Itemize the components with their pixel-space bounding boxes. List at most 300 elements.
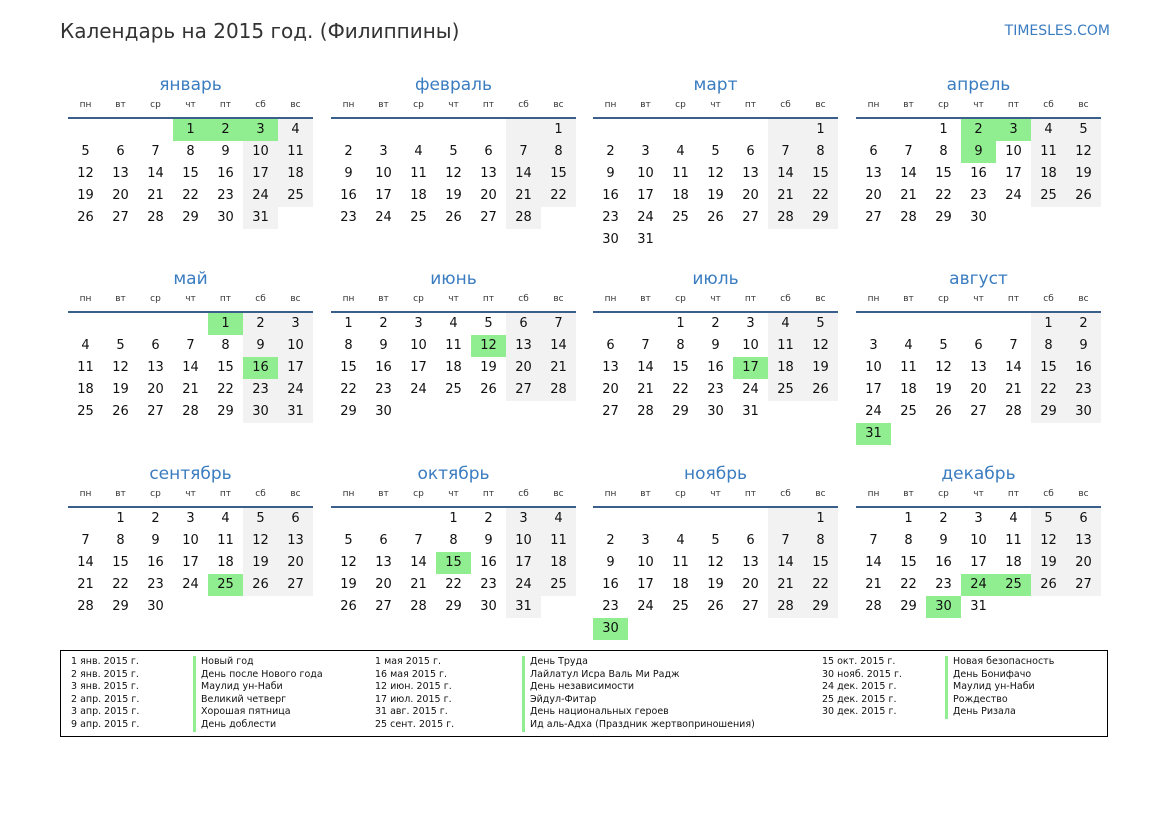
day-cell[interactable]: 1 [939,122,948,137]
day-cell[interactable]: 26 [707,210,724,225]
day-cell[interactable]: 13 [506,335,541,357]
day-cell[interactable]: 26 [480,382,497,397]
day-cell[interactable]: 14 [1005,360,1022,375]
day-cell[interactable]: 11 [1005,533,1022,548]
day-cell[interactable]: 14 [147,166,164,181]
day-cell[interactable]: 1 [803,119,838,141]
day-cell[interactable]: 27 [278,574,313,596]
day-cell[interactable]: 6 [974,338,983,353]
day-cell[interactable]: 3 [974,511,983,526]
day-cell[interactable]: 3 [641,533,650,548]
day-cell[interactable]: 27 [147,404,164,419]
day-cell[interactable]: 20 [112,188,129,203]
day-cell[interactable]: 19 [1031,552,1066,574]
day-cell[interactable]: 21 [1005,382,1022,397]
day-cell[interactable]: 15 [672,360,689,375]
day-cell[interactable]: 17 [865,382,882,397]
day-cell[interactable]: 1 [344,316,353,331]
day-cell[interactable]: 28 [768,596,803,618]
day-cell[interactable]: 13 [1066,530,1101,552]
day-cell[interactable]: 17 [970,555,987,570]
day-cell[interactable]: 9 [484,533,493,548]
day-cell[interactable]: 25 [445,382,462,397]
day-cell[interactable]: 5 [116,338,125,353]
day-cell[interactable]: 1 [1031,313,1066,335]
day-cell[interactable]: 18 [1031,163,1066,185]
day-cell[interactable]: 4 [81,338,90,353]
day-cell[interactable]: 10 [182,533,199,548]
day-cell[interactable]: 23 [935,577,952,592]
day-cell[interactable]: 20 [480,188,497,203]
day-cell[interactable]: 26 [1066,185,1101,207]
day-cell[interactable]: 8 [803,141,838,163]
day-cell[interactable]: 11 [77,360,94,375]
day-cell[interactable]: 11 [672,166,689,181]
day-cell[interactable]: 7 [641,338,650,353]
day-cell[interactable]: 30 [707,404,724,419]
day-cell[interactable]: 1 [449,511,458,526]
day-cell[interactable]: 23 [217,188,234,203]
day-cell[interactable]: 29 [900,599,917,614]
day-cell[interactable]: 13 [865,166,882,181]
day-cell[interactable]: 24 [243,185,278,207]
day-cell[interactable]: 9 [379,338,388,353]
day-cell[interactable]: 4 [541,508,576,530]
day-cell[interactable]: 15 [1031,357,1066,379]
day-cell[interactable]: 31 [742,404,759,419]
day-cell[interactable]: 17 [637,188,654,203]
day-cell[interactable]: 23 [602,599,619,614]
day-cell[interactable]: 19 [340,577,357,592]
day-cell[interactable]: 19 [445,188,462,203]
day-cell[interactable]: 3 [379,144,388,159]
day-cell[interactable]: 17 [375,188,392,203]
day-cell[interactable]: 12 [243,530,278,552]
day-cell[interactable]: 14 [182,360,199,375]
day-cell[interactable]: 27 [970,404,987,419]
day-cell[interactable]: 29 [803,596,838,618]
day-cell[interactable]: 10 [637,166,654,181]
day-cell[interactable]: 17 [637,577,654,592]
day-cell[interactable]: 5 [81,144,90,159]
day-cell[interactable]: 15 [182,166,199,181]
day-cell[interactable]: 22 [935,188,952,203]
day-cell[interactable]: 17 [506,552,541,574]
day-cell[interactable]: 25 [208,574,243,596]
day-cell[interactable]: 23 [970,188,987,203]
day-cell[interactable]: 20 [506,357,541,379]
day-cell[interactable]: 22 [217,382,234,397]
day-cell[interactable]: 25 [996,574,1031,596]
day-cell[interactable]: 26 [340,599,357,614]
day-cell[interactable]: 30 [602,232,619,247]
day-cell[interactable]: 23 [1066,379,1101,401]
day-cell[interactable]: 1 [208,313,243,335]
day-cell[interactable]: 6 [869,144,878,159]
day-cell[interactable]: 17 [243,163,278,185]
day-cell[interactable]: 30 [480,599,497,614]
day-cell[interactable]: 7 [506,141,541,163]
day-cell[interactable]: 6 [746,144,755,159]
day-cell[interactable]: 10 [410,338,427,353]
day-cell[interactable]: 3 [414,316,423,331]
day-cell[interactable]: 10 [970,533,987,548]
day-cell[interactable]: 26 [935,404,952,419]
day-cell[interactable]: 12 [77,166,94,181]
day-cell[interactable]: 31 [506,596,541,618]
day-cell[interactable]: 13 [480,166,497,181]
day-cell[interactable]: 5 [711,144,720,159]
day-cell[interactable]: 16 [243,357,278,379]
day-cell[interactable]: 21 [768,185,803,207]
day-cell[interactable]: 26 [112,404,129,419]
day-cell[interactable]: 27 [742,210,759,225]
day-cell[interactable]: 5 [243,508,278,530]
day-cell[interactable]: 27 [112,210,129,225]
day-cell[interactable]: 4 [278,119,313,141]
day-cell[interactable]: 6 [379,533,388,548]
day-cell[interactable]: 1 [904,511,913,526]
day-cell[interactable]: 4 [904,338,913,353]
day-cell[interactable]: 27 [1066,574,1101,596]
day-cell[interactable]: 9 [711,338,720,353]
day-cell[interactable]: 12 [707,555,724,570]
day-cell[interactable]: 25 [541,574,576,596]
day-cell[interactable]: 27 [506,379,541,401]
day-cell[interactable]: 8 [541,141,576,163]
day-cell[interactable]: 18 [541,552,576,574]
day-cell[interactable]: 9 [961,141,996,163]
day-cell[interactable]: 11 [900,360,917,375]
day-cell[interactable]: 26 [1031,574,1066,596]
day-cell[interactable]: 5 [803,313,838,335]
day-cell[interactable]: 27 [865,210,882,225]
day-cell[interactable]: 22 [541,185,576,207]
day-cell[interactable]: 15 [340,360,357,375]
day-cell[interactable]: 22 [803,574,838,596]
day-cell[interactable]: 14 [410,555,427,570]
day-cell[interactable]: 16 [935,555,952,570]
day-cell[interactable]: 10 [506,530,541,552]
day-cell[interactable]: 13 [278,530,313,552]
day-cell[interactable]: 5 [449,144,458,159]
day-cell[interactable]: 4 [676,144,685,159]
day-cell[interactable]: 13 [147,360,164,375]
day-cell[interactable]: 8 [939,144,948,159]
day-cell[interactable]: 28 [865,599,882,614]
day-cell[interactable]: 7 [81,533,90,548]
day-cell[interactable]: 20 [742,188,759,203]
day-cell[interactable]: 5 [1066,119,1101,141]
day-cell[interactable]: 14 [768,163,803,185]
day-cell[interactable]: 25 [672,599,689,614]
day-cell[interactable]: 19 [243,552,278,574]
day-cell[interactable]: 13 [112,166,129,181]
day-cell[interactable]: 1 [803,508,838,530]
day-cell[interactable]: 21 [77,577,94,592]
day-cell[interactable]: 2 [151,511,160,526]
day-cell[interactable]: 11 [1031,141,1066,163]
day-cell[interactable]: 26 [243,574,278,596]
day-cell[interactable]: 28 [506,207,541,229]
day-cell[interactable]: 25 [900,404,917,419]
day-cell[interactable]: 12 [1066,141,1101,163]
day-cell[interactable]: 27 [375,599,392,614]
day-cell[interactable]: 9 [243,335,278,357]
day-cell[interactable]: 9 [939,533,948,548]
day-cell[interactable]: 3 [243,119,278,141]
day-cell[interactable]: 29 [217,404,234,419]
day-cell[interactable]: 11 [410,166,427,181]
day-cell[interactable]: 12 [445,166,462,181]
day-cell[interactable]: 6 [1066,508,1101,530]
day-cell[interactable]: 11 [672,555,689,570]
day-cell[interactable]: 24 [410,382,427,397]
day-cell[interactable]: 19 [77,188,94,203]
day-cell[interactable]: 29 [672,404,689,419]
day-cell[interactable]: 15 [436,552,471,574]
day-cell[interactable]: 13 [970,360,987,375]
day-cell[interactable]: 19 [480,360,497,375]
day-cell[interactable]: 7 [1009,338,1018,353]
day-cell[interactable]: 5 [344,533,353,548]
day-cell[interactable]: 4 [414,144,423,159]
day-cell[interactable]: 18 [278,163,313,185]
day-cell[interactable]: 17 [410,360,427,375]
day-cell[interactable]: 2 [1066,313,1101,335]
day-cell[interactable]: 18 [900,382,917,397]
day-cell[interactable]: 30 [243,401,278,423]
day-cell[interactable]: 23 [602,210,619,225]
day-cell[interactable]: 14 [768,552,803,574]
day-cell[interactable]: 6 [506,313,541,335]
day-cell[interactable]: 24 [278,379,313,401]
day-cell[interactable]: 19 [707,188,724,203]
day-cell[interactable]: 19 [707,577,724,592]
day-cell[interactable]: 6 [746,533,755,548]
day-cell[interactable]: 21 [637,382,654,397]
day-cell[interactable]: 7 [768,530,803,552]
day-cell[interactable]: 1 [116,511,125,526]
day-cell[interactable]: 20 [147,382,164,397]
day-cell[interactable]: 9 [344,166,353,181]
day-cell[interactable]: 9 [606,555,615,570]
day-cell[interactable]: 21 [182,382,199,397]
day-cell[interactable]: 8 [449,533,458,548]
day-cell[interactable]: 12 [1031,530,1066,552]
day-cell[interactable]: 30 [147,599,164,614]
day-cell[interactable]: 18 [217,555,234,570]
day-cell[interactable]: 24 [865,404,882,419]
day-cell[interactable]: 12 [935,360,952,375]
day-cell[interactable]: 12 [707,166,724,181]
day-cell[interactable]: 14 [77,555,94,570]
day-cell[interactable]: 18 [672,577,689,592]
day-cell[interactable]: 15 [217,360,234,375]
day-cell[interactable]: 19 [935,382,952,397]
day-cell[interactable]: 20 [602,382,619,397]
day-cell[interactable]: 16 [217,166,234,181]
day-cell[interactable]: 16 [970,166,987,181]
day-cell[interactable]: 3 [506,508,541,530]
day-cell[interactable]: 15 [803,163,838,185]
day-cell[interactable]: 21 [768,574,803,596]
day-cell[interactable]: 16 [480,555,497,570]
day-cell[interactable]: 4 [1031,119,1066,141]
day-cell[interactable]: 3 [278,313,313,335]
day-cell[interactable]: 4 [449,316,458,331]
day-cell[interactable]: 8 [344,338,353,353]
day-cell[interactable]: 20 [278,552,313,574]
day-cell[interactable]: 27 [480,210,497,225]
day-cell[interactable]: 30 [217,210,234,225]
day-cell[interactable]: 9 [221,144,230,159]
day-cell[interactable]: 14 [506,163,541,185]
day-cell[interactable]: 15 [112,555,129,570]
day-cell[interactable]: 21 [541,357,576,379]
day-cell[interactable]: 7 [768,141,803,163]
day-cell[interactable]: 2 [606,144,615,159]
day-cell[interactable]: 7 [151,144,160,159]
day-cell[interactable]: 13 [742,555,759,570]
day-cell[interactable]: 22 [1031,379,1066,401]
day-cell[interactable]: 14 [541,335,576,357]
day-cell[interactable]: 5 [484,316,493,331]
day-cell[interactable]: 29 [445,599,462,614]
day-cell[interactable]: 31 [856,423,891,445]
day-cell[interactable]: 30 [593,618,628,640]
day-cell[interactable]: 5 [1031,508,1066,530]
day-cell[interactable]: 3 [869,338,878,353]
day-cell[interactable]: 18 [672,188,689,203]
day-cell[interactable]: 3 [996,119,1031,141]
day-cell[interactable]: 22 [900,577,917,592]
day-cell[interactable]: 13 [742,166,759,181]
day-cell[interactable]: 12 [803,335,838,357]
day-cell[interactable]: 2 [939,511,948,526]
day-cell[interactable]: 1 [676,316,685,331]
day-cell[interactable]: 14 [865,555,882,570]
day-cell[interactable]: 6 [116,144,125,159]
day-cell[interactable]: 23 [243,379,278,401]
day-cell[interactable]: 19 [112,382,129,397]
day-cell[interactable]: 6 [278,508,313,530]
day-cell[interactable]: 15 [541,163,576,185]
day-cell[interactable]: 31 [278,401,313,423]
day-cell[interactable]: 8 [676,338,685,353]
day-cell[interactable]: 28 [900,210,917,225]
day-cell[interactable]: 8 [1031,335,1066,357]
day-cell[interactable]: 22 [445,577,462,592]
day-cell[interactable]: 18 [445,360,462,375]
day-cell[interactable]: 21 [506,185,541,207]
day-cell[interactable]: 11 [541,530,576,552]
day-cell[interactable]: 7 [904,144,913,159]
day-cell[interactable]: 31 [637,232,654,247]
day-cell[interactable]: 6 [151,338,160,353]
day-cell[interactable]: 30 [375,404,392,419]
day-cell[interactable]: 2 [961,119,996,141]
day-cell[interactable]: 17 [182,555,199,570]
day-cell[interactable]: 17 [733,357,768,379]
day-cell[interactable]: 25 [1031,185,1066,207]
day-cell[interactable]: 24 [1005,188,1022,203]
day-cell[interactable]: 4 [1009,511,1018,526]
day-cell[interactable]: 7 [541,313,576,335]
day-cell[interactable]: 12 [471,335,506,357]
day-cell[interactable]: 7 [186,338,195,353]
day-cell[interactable]: 15 [900,555,917,570]
day-cell[interactable]: 16 [147,555,164,570]
day-cell[interactable]: 7 [414,533,423,548]
day-cell[interactable]: 2 [344,144,353,159]
day-cell[interactable]: 25 [410,210,427,225]
day-cell[interactable]: 30 [970,210,987,225]
day-cell[interactable]: 20 [865,188,882,203]
day-cell[interactable]: 28 [410,599,427,614]
day-cell[interactable]: 4 [221,511,230,526]
day-cell[interactable]: 14 [637,360,654,375]
day-cell[interactable]: 31 [243,207,278,229]
day-cell[interactable]: 2 [243,313,278,335]
day-cell[interactable]: 26 [77,210,94,225]
day-cell[interactable]: 25 [77,404,94,419]
day-cell[interactable]: 14 [900,166,917,181]
day-cell[interactable]: 11 [278,141,313,163]
day-cell[interactable]: 11 [768,335,803,357]
day-cell[interactable]: 23 [480,577,497,592]
day-cell[interactable]: 16 [602,188,619,203]
day-cell[interactable]: 4 [676,533,685,548]
day-cell[interactable]: 21 [147,188,164,203]
day-cell[interactable]: 15 [803,552,838,574]
day-cell[interactable]: 19 [803,357,838,379]
day-cell[interactable]: 24 [637,599,654,614]
day-cell[interactable]: 10 [1005,144,1022,159]
day-cell[interactable]: 9 [1066,335,1101,357]
day-cell[interactable]: 10 [637,555,654,570]
day-cell[interactable]: 22 [112,577,129,592]
day-cell[interactable]: 23 [707,382,724,397]
day-cell[interactable]: 22 [803,185,838,207]
day-cell[interactable]: 3 [641,144,650,159]
day-cell[interactable]: 26 [707,599,724,614]
day-cell[interactable]: 13 [602,360,619,375]
day-cell[interactable]: 5 [939,338,948,353]
day-cell[interactable]: 29 [182,210,199,225]
day-cell[interactable]: 8 [803,530,838,552]
day-cell[interactable]: 24 [961,574,996,596]
day-cell[interactable]: 11 [217,533,234,548]
day-cell[interactable]: 28 [768,207,803,229]
day-cell[interactable]: 27 [742,599,759,614]
day-cell[interactable]: 22 [672,382,689,397]
day-cell[interactable]: 12 [340,555,357,570]
day-cell[interactable]: 15 [935,166,952,181]
day-cell[interactable]: 25 [768,379,803,401]
day-cell[interactable]: 20 [375,577,392,592]
day-cell[interactable]: 21 [865,577,882,592]
day-cell[interactable]: 27 [602,404,619,419]
day-cell[interactable]: 10 [742,338,759,353]
day-cell[interactable]: 6 [484,144,493,159]
day-cell[interactable]: 2 [484,511,493,526]
day-cell[interactable]: 20 [742,577,759,592]
day-cell[interactable]: 16 [707,360,724,375]
day-cell[interactable]: 28 [1005,404,1022,419]
day-cell[interactable]: 21 [900,188,917,203]
day-cell[interactable]: 17 [1005,166,1022,181]
